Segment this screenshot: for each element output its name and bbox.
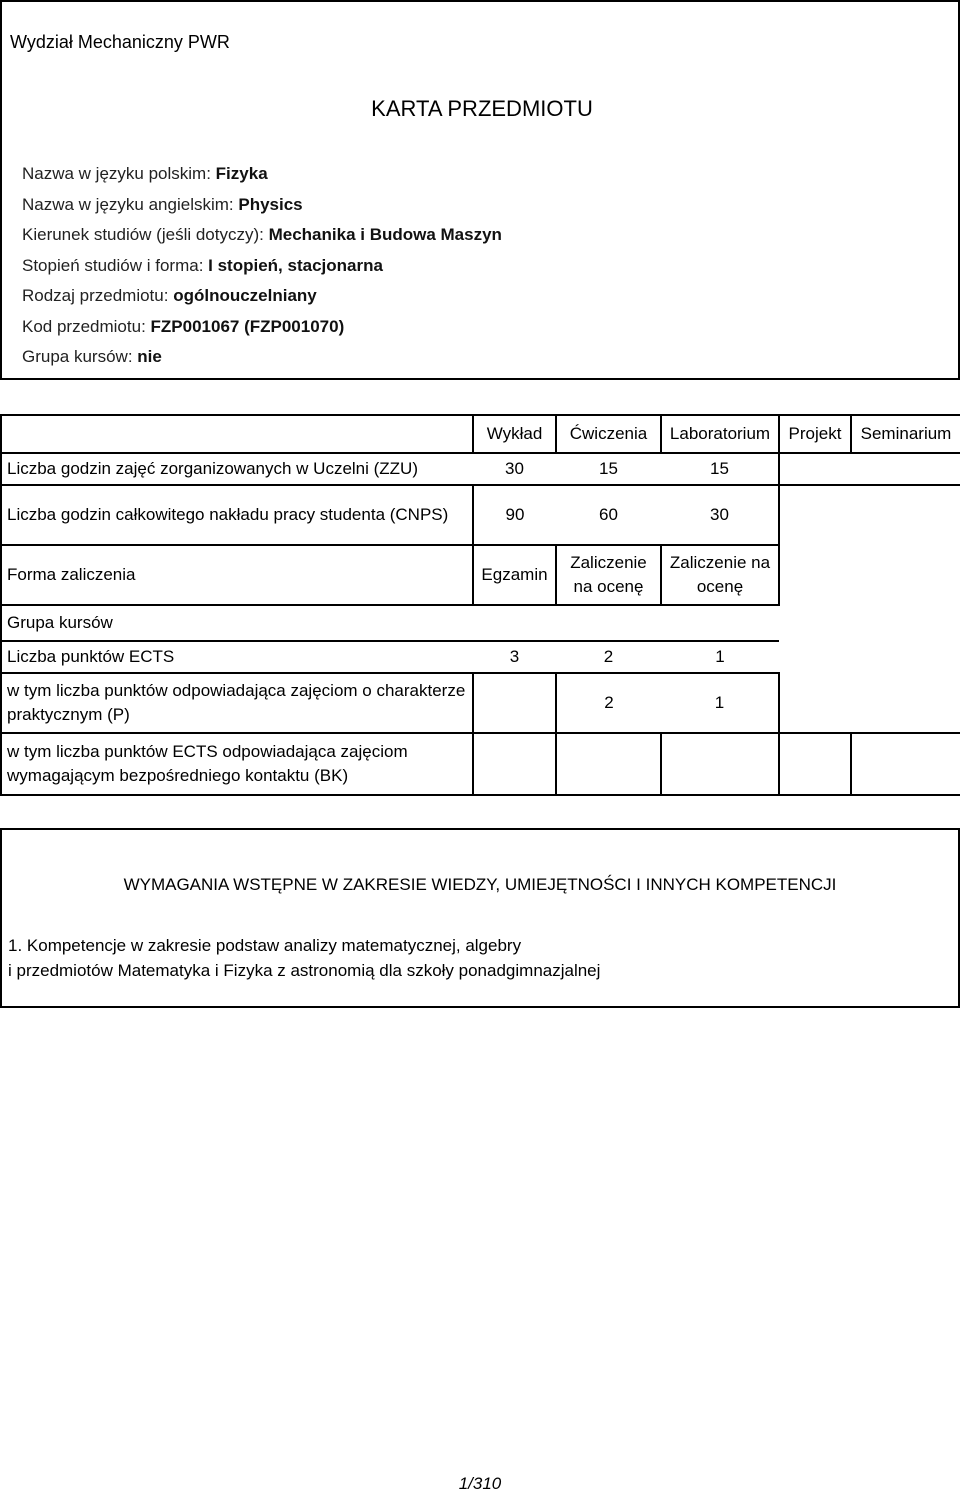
column-header: Laboratorium: [661, 415, 779, 453]
table-cell: [779, 605, 851, 641]
table-cell: [556, 733, 661, 795]
field-study-level: Stopień studiów i forma: I stopień, stacjonarna: [22, 255, 383, 275]
table-cell: [851, 641, 960, 673]
requirement-line: i przedmiotów Matematyka i Fizyka z astronomią dla szkoły ponadgimnazjalnej: [8, 961, 601, 980]
table-cell: [851, 733, 960, 795]
table-cell: [779, 641, 851, 673]
requirement-line: 1. Kompetencje w zakresie podstaw analizy matematycznej, algebry: [8, 936, 522, 955]
table-row: [1, 453, 960, 485]
row-label: Grupa kursów: [1, 605, 473, 641]
table-cell: [779, 733, 851, 795]
faculty-name: Wydział Mechaniczny PWR: [10, 32, 230, 52]
table-cell: Egzamin: [473, 545, 556, 605]
table-cell: 30: [661, 485, 779, 545]
table-cell: [779, 485, 851, 545]
table-cell: [851, 545, 960, 605]
row-label: w tym liczba punktów ECTS odpowiadająca zajęciom wymagającym bezpośredniego kontaktu (BK): [1, 733, 473, 795]
column-header: Projekt: [779, 415, 851, 453]
table-cell: [661, 605, 779, 641]
table-cell: Zaliczenie na ocenę: [556, 545, 661, 605]
table-cell: [851, 605, 960, 641]
table-cell: [851, 485, 960, 545]
table-cell: Zaliczenie na ocenę: [661, 545, 779, 605]
table-cell: [779, 673, 851, 733]
card-title: KARTA PRZEDMIOTU: [371, 96, 593, 121]
table-row: [1, 605, 960, 641]
table-cell: 1: [661, 641, 779, 673]
table-cell: 30: [473, 453, 556, 485]
header-corner-cell: [1, 415, 473, 453]
table-cell: [473, 733, 556, 795]
table-cell: [851, 673, 960, 733]
hours-table: [0, 414, 960, 796]
table-cell: [473, 673, 556, 733]
table-cell: [779, 545, 851, 605]
table-cell: 15: [661, 453, 779, 485]
table-header-row: [1, 415, 960, 453]
requirements-title: WYMAGANIA WSTĘPNE W ZAKRESIE WIEDZY, UMIEJĘTNOŚCI I INNYCH KOMPETENCJI: [123, 875, 837, 894]
table-cell: 15: [556, 453, 661, 485]
field-english-name: Nazwa w języku angielskim: Physics: [22, 194, 303, 214]
course-info-list: [22, 164, 502, 378]
table-cell: [556, 605, 661, 641]
field-study-direction: Kierunek studiów (jeśli dotyczy): Mechanika i Budowa Maszyn: [22, 225, 502, 244]
column-header: Seminarium: [851, 415, 960, 453]
field-course-type: Rodzaj przedmiotu: ogólnouczelniany: [22, 286, 317, 305]
table-row: [1, 673, 960, 733]
table-row: [1, 733, 960, 795]
table-cell: 3: [473, 641, 556, 673]
table-row: [1, 641, 960, 673]
row-label: Liczba godzin całkowitego nakładu pracy studenta (CNPS): [1, 485, 473, 545]
table-row: [1, 485, 960, 545]
table-cell: 90: [473, 485, 556, 545]
course-header-box: [0, 0, 960, 380]
row-label: Forma zaliczenia: [1, 545, 473, 605]
table-cell: 2: [556, 641, 661, 673]
row-label: Liczba punktów ECTS: [1, 641, 473, 673]
column-header: Wykład: [473, 415, 556, 453]
field-course-group: Grupa kursów: nie: [22, 347, 162, 366]
page-number: 1/310: [458, 1474, 502, 1493]
table-cell: [473, 605, 556, 641]
field-polish-name: Nazwa w języku polskim: Fizyka: [22, 164, 268, 183]
table-cell: 1: [661, 673, 779, 733]
table-cell: [661, 733, 779, 795]
table-cell: [851, 453, 960, 485]
field-course-code: Kod przedmiotu: FZP001067 (FZP001070): [22, 316, 345, 336]
requirements-text: [8, 933, 600, 983]
table-cell: [779, 453, 851, 485]
table-row: [1, 545, 960, 605]
table-cell: 60: [556, 485, 661, 545]
requirements-box: [0, 828, 960, 1008]
row-label: Liczba godzin zajęć zorganizowanych w Uczelni (ZZU): [1, 453, 473, 485]
table-cell: 2: [556, 673, 661, 733]
column-header: Ćwiczenia: [556, 415, 661, 453]
row-label: w tym liczba punktów odpowiadająca zajęciom o charakterze praktycznym (P): [1, 673, 473, 733]
